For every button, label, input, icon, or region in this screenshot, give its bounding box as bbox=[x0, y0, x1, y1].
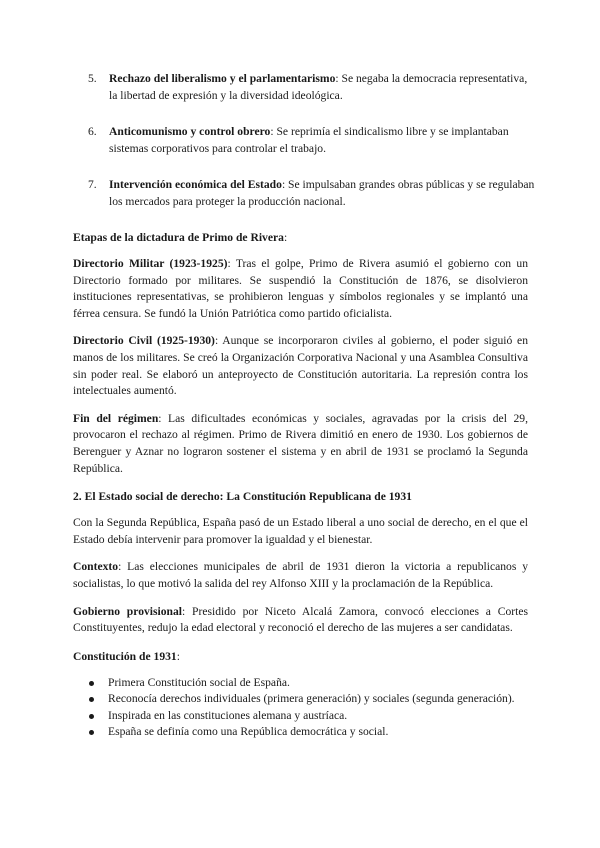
item-title: Intervención económica del Estado bbox=[109, 178, 282, 191]
paragraph-fin-regimen bbox=[73, 411, 528, 477]
item-text: : Se negaba la democracia representativa, la libertad de expresión y la diversidad ideológica. bbox=[109, 72, 528, 102]
paragraph-title: Directorio Militar (1923-1925) bbox=[73, 257, 228, 270]
bullet-item bbox=[73, 675, 528, 692]
etapas-heading bbox=[73, 229, 528, 246]
paragraph-contexto bbox=[73, 559, 528, 592]
bullet-text: Reconocía derechos individuales (primera generación) y sociales (segunda generación). bbox=[108, 692, 515, 706]
heading-colon: : bbox=[283, 231, 288, 244]
paragraph-text: : Aunque se incorporaron civiles al gobierno, el poder siguió en manos de los militares. Se creó la Organización Corporativa Nacional y una Asamblea Consultiva sin poder real. Se elaboró un anteproyecto de Constitución autoritaria. La represión contra los intelectuales aumentó. bbox=[73, 334, 528, 398]
section-2-title: 2. El Estado social de derecho: La Constitución Republicana de 1931 bbox=[73, 490, 412, 504]
section-2-intro: Con la Segunda República, España pasó de un Estado liberal a uno social de derecho, en el que el Estado debía intervenir para promover la igualdad y el bienestar. bbox=[73, 516, 528, 546]
document-body bbox=[73, 229, 528, 741]
list-number: 5. bbox=[88, 72, 97, 85]
bullet-icon bbox=[89, 697, 94, 702]
bullet-item bbox=[73, 724, 528, 741]
paragraph-text: : Las elecciones municipales de abril de 1931 dieron la victoria a republicanos y socialistas, lo que motivó la salida del rey Alfonso XIII y la proclamación de la República. bbox=[73, 560, 528, 590]
paragraph-title: Gobierno provisional bbox=[73, 604, 183, 618]
item-title: Anticomunismo y control obrero bbox=[109, 125, 271, 138]
item-title: Rechazo del liberalismo y el parlamentarismo bbox=[109, 72, 336, 85]
bullet-item bbox=[73, 708, 528, 725]
numbered-list bbox=[88, 70, 538, 210]
bullet-text: Primera Constitución social de España. bbox=[108, 675, 290, 689]
item-text: : Se impulsaban grandes obras públicas y se regulaban los mercados para proteger la producción nacional. bbox=[109, 178, 535, 208]
bullet-item bbox=[73, 691, 528, 708]
list-number: 6. bbox=[88, 125, 97, 138]
constitucion-heading bbox=[73, 648, 528, 665]
paragraph-title: Contexto bbox=[73, 560, 119, 574]
constitucion-heading-text: Constitución de 1931 bbox=[73, 649, 177, 663]
item-text: : Se reprimía el sindicalismo libre y se implantaban sistemas corporativos para controlar el trabajo. bbox=[109, 125, 509, 155]
paragraph-gobierno-provisional bbox=[73, 604, 528, 637]
paragraph-directorio-militar bbox=[73, 256, 528, 322]
paragraph-directorio-civil bbox=[73, 333, 528, 399]
list-item bbox=[88, 123, 538, 157]
paragraph-title: Directorio Civil (1925-1930) bbox=[73, 334, 215, 348]
bullet-icon bbox=[89, 681, 94, 686]
list-item bbox=[88, 70, 538, 104]
paragraph-text: : Presidido por Niceto Alcalá Zamora, convocó elecciones a Cortes Constituyentes, redujo la edad electoral y reconoció el derecho de las mujeres a ser candidatas. bbox=[73, 604, 528, 635]
heading-colon: : bbox=[176, 649, 180, 663]
list-item bbox=[88, 176, 538, 210]
list-number: 7. bbox=[88, 178, 97, 191]
etapas-heading-text: Etapas de la dictadura de Primo de Rivera bbox=[73, 231, 284, 244]
bullet-icon bbox=[89, 714, 94, 719]
paragraph-text: : Las dificultades económicas y sociales, agravadas por la crisis del 29, provocaron el rechazo al régimen. Primo de Rivera dimitió en enero de 1930. Los gobiernos de Berenguer y Aznar no lograron sostener el sistema y en abril de 1931 se proclamó la Segunda República. bbox=[73, 411, 528, 475]
paragraph-title: Fin del régimen bbox=[73, 411, 159, 425]
bullet-text: Inspirada en las constituciones alemana y austríaca. bbox=[108, 708, 348, 722]
constitucion-bullet-list bbox=[73, 675, 528, 741]
paragraph-text: : Tras el golpe, Primo de Rivera asumió el gobierno con un Directorio formado por militares. Se suspendió la Constitución de 1876, se disolvieron instituciones representativas, se prohibieron lenguas y símbolos regionales y se implantó una férrea censura. Se fundó la Unión Patriótica como partido oficialista. bbox=[73, 257, 528, 320]
bullet-text: España se definía como una República democrática y social. bbox=[108, 725, 389, 739]
bullet-icon bbox=[89, 730, 94, 735]
